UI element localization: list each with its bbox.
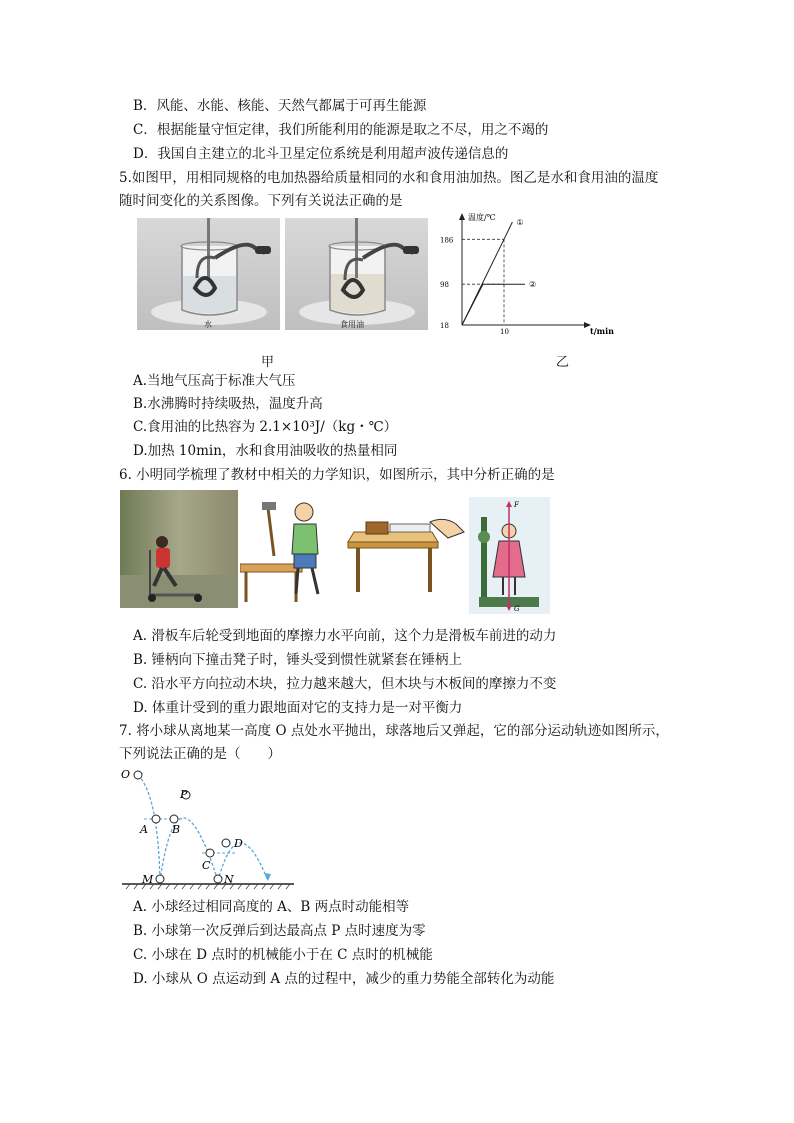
ball-d <box>222 839 230 847</box>
y-axis-arrow <box>459 213 465 220</box>
force-f-label: F <box>514 501 519 509</box>
q7-option-d: D. 小球从 O 点运动到 A 点的过程中，减少的重力势能全部转化为动能 <box>133 971 555 987</box>
label-c: C <box>202 859 211 872</box>
q7-option-b: B. 小球第一次反弹后到达最高点 P 点时速度为零 <box>133 923 426 939</box>
q7-stem-line2: 下列说法正确的是（ ） <box>119 746 281 762</box>
q7-option-a: A. 小球经过相同高度的 A、B 两点时动能相等 <box>133 899 410 915</box>
water-beaker-photo <box>137 218 280 330</box>
ball-trajectory-diagram <box>118 765 298 895</box>
y-tick-label-18: 18 <box>440 322 449 330</box>
q6-option-a: A. 滑板车后轮受到地面的摩擦力水平向前，这个力是滑板车前进的动力 <box>133 628 557 644</box>
hammer-illustration <box>240 494 342 606</box>
q6-stem: 6. 小明同学梳理了教材中相关的力学知识，如图所示，其中分析正确的是 <box>119 467 555 483</box>
scale-illustration <box>469 497 550 614</box>
force-g-label: G <box>514 605 520 613</box>
y-axis-label: 温度/℃ <box>468 213 496 222</box>
series-label-2: ② <box>529 280 537 290</box>
caption-jia: 甲 <box>261 355 275 370</box>
series-label-1: ① <box>516 217 524 227</box>
label-o: O <box>121 768 131 781</box>
x-axis-label: t/min <box>590 326 614 336</box>
ball-o <box>134 771 142 779</box>
label-n: N <box>224 873 234 886</box>
q5-stem-line2: 随时间变化的关系图像。下列有关说法正确的是 <box>119 193 403 209</box>
y-tick-label-186: 186 <box>440 236 454 245</box>
q7-option-c: C. 小球在 D 点时的机械能小于在 C 点时的机械能 <box>133 947 433 963</box>
q6-option-b: B. 锤柄向下撞击凳子时，锤头受到惯性就紧套在锤柄上 <box>133 652 463 668</box>
q6-option-d: D. 体重计受到的重力跟地面对它的支持力是一对平衡力 <box>133 700 463 716</box>
q5-option-b: B.水沸腾时持续吸热，温度升高 <box>133 396 323 412</box>
q4-option-c: C．根据能量守恒定律，我们所能利用的能源是取之不尽，用之不竭的 <box>133 122 549 138</box>
ball-c <box>206 849 214 857</box>
label-b: B <box>172 823 181 836</box>
caption-yi: 乙 <box>556 355 570 370</box>
y-tick-label-98: 98 <box>440 281 449 290</box>
q4-option-d: D．我国自主建立的北斗卫星定位系统是利用超声波传递信息的 <box>133 146 509 162</box>
q4-option-b: B．风能、水能、核能、天然气都属于可再生能源 <box>133 98 427 114</box>
ball-b <box>170 815 178 823</box>
label-d: D <box>234 837 243 850</box>
q7-stem-line1: 7. 将小球从离地某一高度 O 点处水平抛出，球落地后又弹起，它的部分运动轨迹如图所示， <box>119 723 669 739</box>
q5-option-a: A.当地气压高于标准大气压 <box>133 373 296 389</box>
q6-option-c: C. 沿水平方向拉动木块，拉力越来越大，但木块与木板间的摩擦力不变 <box>133 676 557 692</box>
q5-option-d: D.加热 10min，水和食用油吸收的热量相同 <box>133 443 398 459</box>
block-pull-illustration <box>344 502 466 594</box>
label-p: P <box>180 788 188 801</box>
water-label: 水 <box>204 320 212 329</box>
temperature-time-chart <box>438 210 618 340</box>
ball-n <box>214 875 222 883</box>
scooter-photo <box>120 490 238 608</box>
label-m: M <box>142 873 154 886</box>
oil-label: 食用油 <box>340 320 364 329</box>
x-tick-label-10: 10 <box>500 328 509 336</box>
oil-beaker-photo <box>285 218 428 330</box>
q5-stem-line1: 5.如图甲，用相同规格的电加热器给质量相同的水和食用油加热。图乙是水和食用油的温度 <box>119 170 659 186</box>
label-a: A <box>140 823 148 836</box>
ball-m <box>156 875 164 883</box>
q5-option-c: C.食用油的比热容为 2.1×10³J/（kg・℃） <box>133 419 398 435</box>
ball-a <box>152 815 160 823</box>
